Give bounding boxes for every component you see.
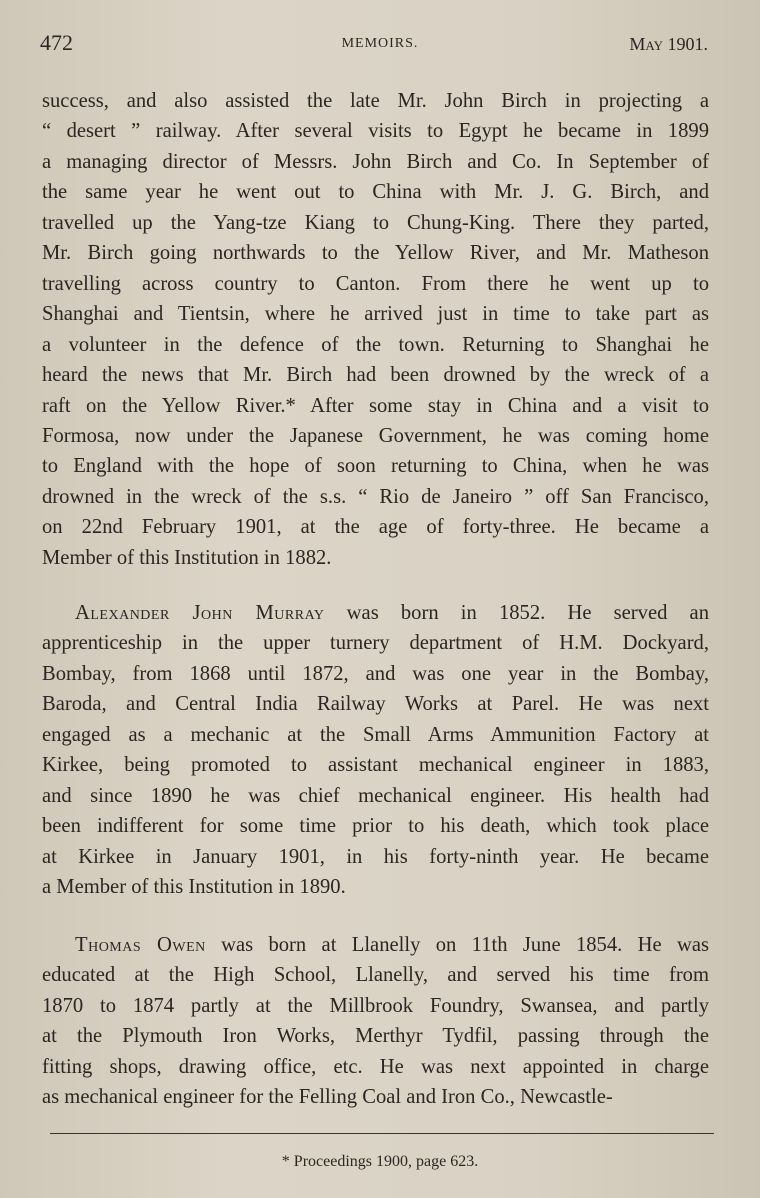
- footnote-divider: [50, 1133, 714, 1134]
- memoir-name: Alexander John Murray: [75, 602, 325, 624]
- text-line: 1870 to 1874 partly at the Millbrook Foundry, Swansea, and partly: [42, 994, 709, 1017]
- running-title: MEMOIRS.: [341, 36, 419, 51]
- text-line: on 22nd February 1901, at the age of forty-three. He became a: [42, 516, 709, 539]
- text-line: Baroda, and Central India Railway Works at Parel. He was next: [42, 693, 709, 716]
- running-date: May 1901.: [629, 34, 708, 54]
- text-line: travelled up the Yang-tze Kiang to Chung-King. There they parted,: [42, 211, 709, 234]
- text-line: [75, 932, 709, 958]
- text-line: and since 1890 he was chief mechanical engineer. His health had: [42, 784, 709, 807]
- text-line: travelling across country to Canton. From there he went up to: [42, 272, 709, 295]
- text-line: Shanghai and Tientsin, where he arrived just in time to take part as: [42, 303, 709, 326]
- text-line: at the Plymouth Iron Works, Merthyr Tydfil, passing through the: [42, 1025, 709, 1048]
- text-line: [75, 600, 709, 626]
- text-line: heard the news that Mr. Birch had been drowned by the wreck of a: [42, 364, 709, 387]
- text-line: a volunteer in the defence of the town. Returning to Shanghai he: [42, 333, 709, 356]
- page-number: 472: [40, 30, 73, 55]
- text-line: raft on the Yellow River.* After some stay in China and a visit to: [42, 394, 709, 417]
- text-line: drowned in the wreck of the s.s. “ Rio de Janeiro ” off San Francisco,: [42, 485, 709, 508]
- text-line: Formosa, now under the Japanese Government, he was coming home: [42, 424, 709, 447]
- text-line-rest: was born at Llanelly on 11th June 1854. He was: [205, 934, 710, 956]
- text-line: to England with the hope of soon returning to China, when he was: [42, 455, 709, 478]
- text-line: “ desert ” railway. After several visits to Egypt he became in 1899: [42, 120, 709, 143]
- footnote: * Proceedings 1900, page 623.: [281, 1153, 479, 1170]
- text-line: fitting shops, drawing office, etc. He was next appointed in charge: [42, 1055, 709, 1078]
- text-line: apprenticeship in the upper turnery department of H.M. Dockyard,: [42, 632, 709, 655]
- text-line: a Member of this Institution in 1890.: [42, 876, 346, 899]
- text-line-rest: was born in 1852. He served an: [324, 602, 709, 624]
- text-line: educated at the High School, Llanelly, and served his time from: [42, 964, 709, 987]
- text-line: as mechanical engineer for the Felling Coal and Iron Co., Newcastle-: [42, 1086, 613, 1109]
- text-line: success, and also assisted the late Mr. John Birch in projecting a: [42, 90, 709, 112]
- text-line: Bombay, from 1868 until 1872, and was one year in the Bombay,: [42, 662, 709, 685]
- text-line: at Kirkee in January 1901, in his forty-ninth year. He became: [42, 845, 709, 868]
- text-line: Kirkee, being promoted to assistant mechanical engineer in 1883,: [42, 754, 709, 777]
- text-line: Member of this Institution in 1882.: [42, 546, 332, 569]
- text-line: Mr. Birch going northwards to the Yellow River, and Mr. Matheson: [42, 242, 709, 265]
- text-line: a managing director of Messrs. John Birch and Co. In September of: [42, 150, 709, 173]
- text-line: the same year he went out to China with Mr. J. G. Birch, and: [42, 181, 709, 204]
- text-line: engaged as a mechanic at the Small Arms Ammunition Factory at: [42, 723, 709, 746]
- memoir-name: Thomas Owen: [75, 934, 206, 956]
- text-line: been indifferent for some time prior to his death, which took place: [42, 815, 709, 838]
